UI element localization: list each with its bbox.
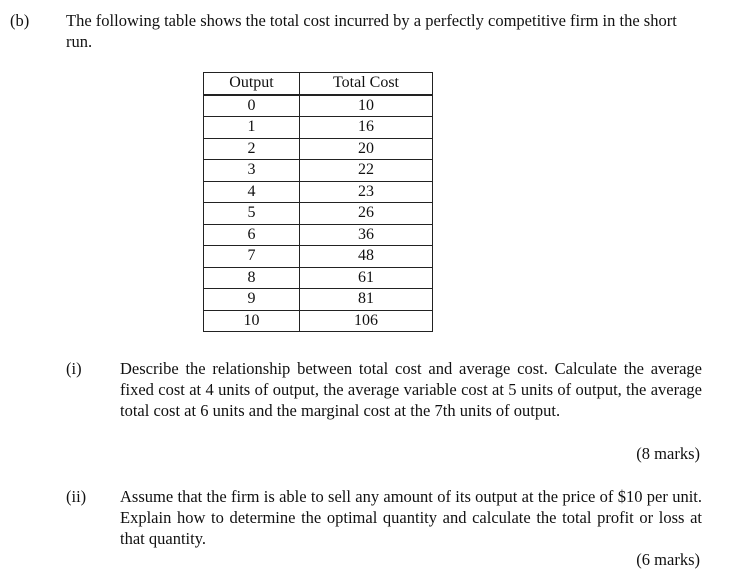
part-label: (b)	[10, 11, 30, 30]
table-row	[204, 138, 433, 160]
output-header: Output	[204, 73, 300, 95]
table-row	[204, 246, 433, 268]
output-cell: 7	[204, 246, 300, 268]
total-cost-cell: 26	[300, 203, 433, 225]
total-cost-cell: 10	[300, 95, 433, 117]
total-cost-cell: 36	[300, 224, 433, 246]
total-cost-cell: 81	[300, 289, 433, 311]
question-ii-label: (ii)	[66, 487, 87, 506]
output-cell: 9	[204, 289, 300, 311]
question-i-marks: (8 marks)	[636, 444, 700, 463]
output-cell: 6	[204, 224, 300, 246]
output-cell: 5	[204, 203, 300, 225]
table-body	[204, 95, 433, 332]
cost-table	[203, 72, 433, 332]
total-cost-header: Total Cost	[300, 73, 433, 95]
table-row	[204, 224, 433, 246]
total-cost-cell: 22	[300, 160, 433, 182]
table-row	[204, 95, 433, 117]
output-cell: 0	[204, 95, 300, 117]
question-ii-marks: (6 marks)	[636, 550, 700, 569]
output-cell: 8	[204, 267, 300, 289]
output-cell: 1	[204, 117, 300, 139]
table-row	[204, 160, 433, 182]
table-row	[204, 310, 433, 332]
total-cost-cell: 61	[300, 267, 433, 289]
table-row	[204, 289, 433, 311]
output-cell: 10	[204, 310, 300, 332]
output-cell: 3	[204, 160, 300, 182]
total-cost-cell: 48	[300, 246, 433, 268]
question-i-label: (i)	[66, 359, 82, 378]
question-ii-text: Assume that the firm is able to sell any amount of its output at the price of $10 per unit. Explain how to determine the optimal quantity and calculate the total profit or loss at that quantity.	[120, 487, 702, 548]
question-i-text: Describe the relationship between total cost and average cost. Calculate the average fixed cost at 4 units of output, the average variable cost at 5 units of output, the average total cost at 6 units and the marginal cost at the 7th units of output.	[120, 359, 702, 420]
table-row	[204, 181, 433, 203]
table-row	[204, 267, 433, 289]
output-cell: 4	[204, 181, 300, 203]
total-cost-cell: 106	[300, 310, 433, 332]
intro-text: The following table shows the total cost incurred by a perfectly competitive firm in the short run.	[66, 11, 677, 51]
total-cost-cell: 16	[300, 117, 433, 139]
total-cost-cell: 23	[300, 181, 433, 203]
output-cell: 2	[204, 138, 300, 160]
total-cost-cell: 20	[300, 138, 433, 160]
table-row	[204, 203, 433, 225]
table-header-row	[204, 73, 433, 95]
table-row	[204, 117, 433, 139]
